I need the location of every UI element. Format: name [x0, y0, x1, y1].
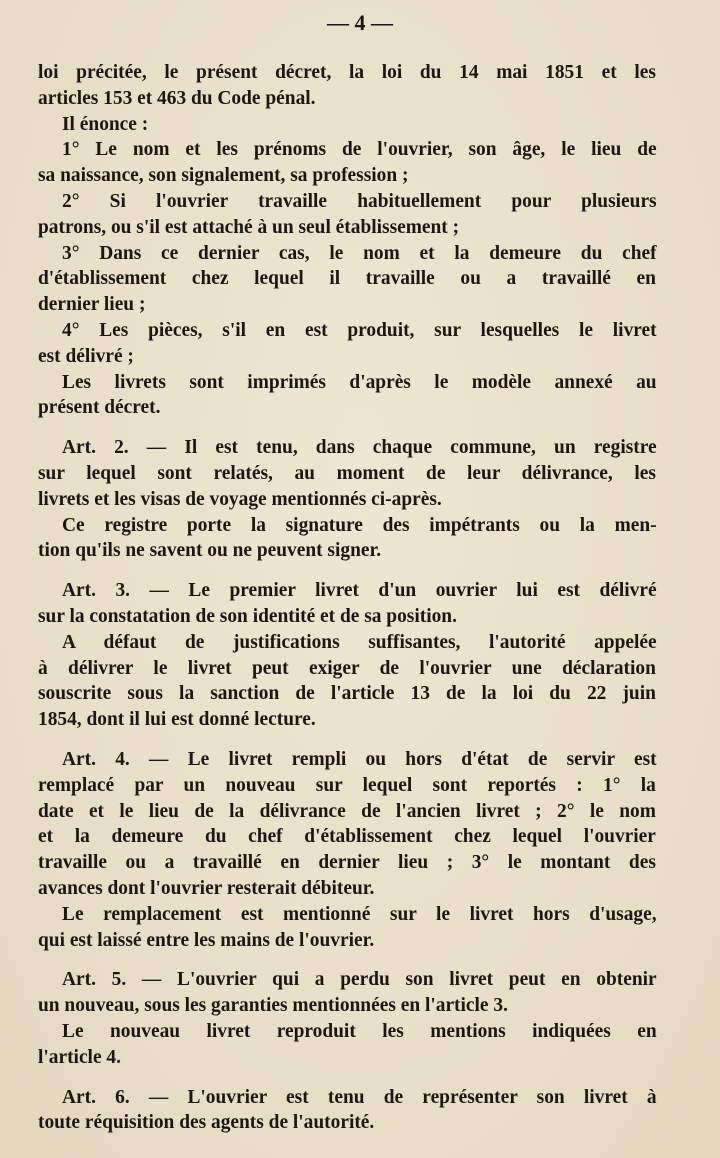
paragraph-3-line-1: patrons, ou s'il est attaché à un seul établissement ;: [38, 215, 460, 238]
paragraph-5-line-0: 4° Les pièces, s'il en est produit, sur lesquelles le livret: [62, 319, 657, 341]
paragraph-5-line-1: est délivré ;: [38, 344, 134, 367]
paragraph-11-line-3: et la demeure du chef d'établissement chez lequel l'ouvrier: [38, 825, 656, 848]
paragraph-15-line-1: toute réquisition des agents de l'autorité.: [38, 1111, 375, 1134]
page-number: — 4 —: [327, 10, 393, 35]
paragraph-11-line-5: avances dont l'ouvrier resterait débiteur.: [38, 877, 375, 899]
paragraph-12-line-1: qui est laissé entre les mains de l'ouvrier.: [38, 928, 375, 951]
paragraph-7-line-1: sur lequel sont relatés, au moment de leur délivrance, les: [38, 462, 656, 484]
paragraph-9-line-0: Art. 3. — Le premier livret d'un ouvrier lui est délivré: [62, 579, 657, 602]
paragraph-11-line-0: Art. 4. — Le livret rempli ou hors d'état de servir est: [62, 748, 657, 770]
paragraph-0-line-0: loi précitée, le présent décret, la loi du 14 mai 1851 et les: [38, 61, 656, 83]
paragraph-4-line-1: d'établissement chez lequel il travaille ou a travaillé en: [38, 267, 656, 290]
paragraph-7-line-0: Art. 2. — Il est tenu, dans chaque commune, un registre: [62, 436, 657, 459]
paragraph-1-line-0: Il énonce :: [62, 112, 149, 135]
paragraph-11-line-2: date et le lieu de la délivrance de l'ancien livret ; 2° le nom: [38, 799, 656, 822]
paragraph-6-line-0: Les livrets sont imprimés d'après le modèle annexé au: [62, 370, 657, 393]
paragraph-4-line-2: dernier lieu ;: [38, 293, 146, 316]
paragraph-2-line-1: sa naissance, son signalement, sa profession ;: [38, 164, 409, 187]
paragraph-10-line-2: souscrite sous la sanction de l'article 13 de la loi du 22 juin: [38, 682, 656, 705]
paragraph-15-line-0: Art. 6. — L'ouvrier est tenu de représenter son livret à: [62, 1085, 657, 1108]
paragraph-6-line-1: présent décret.: [38, 396, 161, 419]
paragraph-2-line-0: 1° Le nom et les prénoms de l'ouvrier, son âge, le lieu de: [62, 138, 657, 161]
paragraph-11-line-1: remplacé par un nouveau sur lequel sont reportés : 1° la: [38, 773, 656, 796]
paragraph-13-line-1: un nouveau, sous les garanties mentionnées en l'article 3.: [38, 994, 508, 1017]
paragraph-4-line-0: 3° Dans ce dernier cas, le nom et la demeure du chef: [62, 241, 657, 264]
paragraph-14-line-1: l'article 4.: [38, 1045, 121, 1068]
paragraph-8-line-1: tion qu'ils ne savent ou ne peuvent signer.: [38, 539, 382, 562]
paragraph-9-line-1: sur la constatation de son identité et de sa position.: [38, 605, 457, 627]
paragraph-12-line-0: Le remplacement est mentionné sur le livret hors d'usage,: [62, 902, 657, 925]
paragraph-13-line-0: Art. 5. — L'ouvrier qui a perdu son livret peut en obtenir: [62, 968, 657, 991]
paragraph-0-line-1: articles 153 et 463 du Code pénal.: [38, 86, 316, 109]
paragraph-8-line-0: Ce registre porte la signature des impétrants ou la men-: [62, 513, 657, 536]
paragraph-14-line-0: Le nouveau livret reproduit les mentions indiquées en: [62, 1020, 657, 1042]
paragraph-10-line-0: A défaut de justifications suffisantes, l'autorité appelée: [62, 630, 657, 653]
paragraph-11-line-4: travaille ou a travaillé en dernier lieu ; 3° le montant des: [38, 851, 656, 874]
paragraph-3-line-0: 2° Si l'ouvrier travaille habituellement pour plusieurs: [62, 190, 657, 212]
paragraph-10-line-1: à délivrer le livret peut exiger de l'ouvrier une déclaration: [38, 656, 656, 679]
paragraph-7-line-2: livrets et les visas de voyage mentionnés ci-après.: [38, 487, 442, 510]
paragraph-10-line-3: 1854, dont il lui est donné lecture.: [38, 708, 316, 731]
